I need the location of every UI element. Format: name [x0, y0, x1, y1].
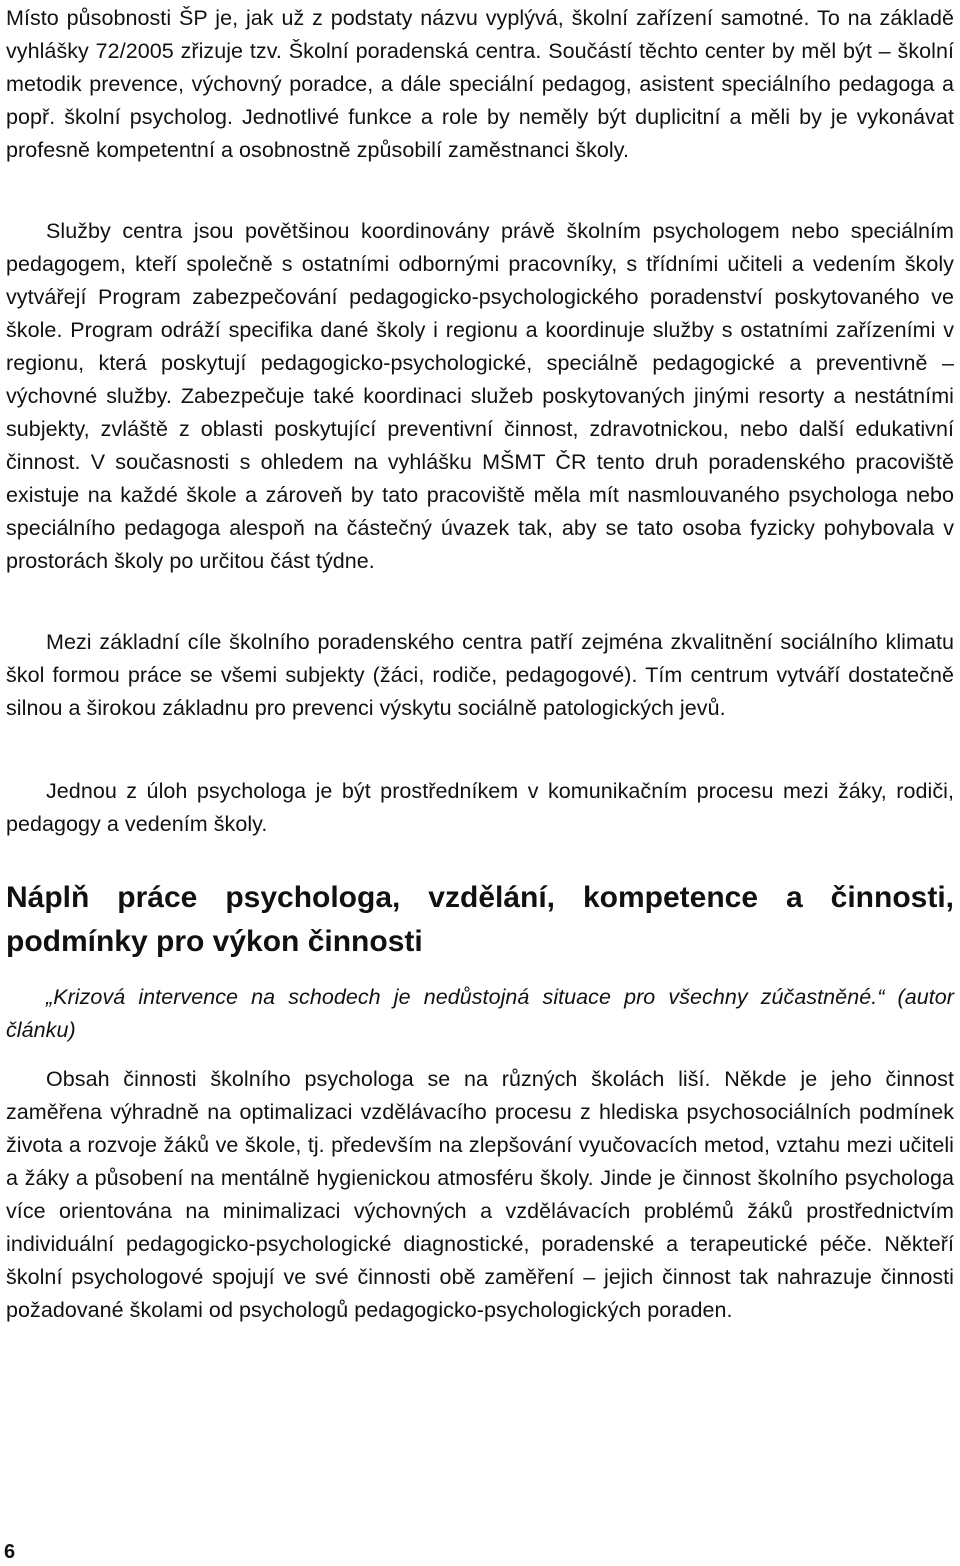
paragraph-psychologist-role: Jednou z úloh psychologa je být prostředníkem v komunikačním procesu mezi žáky, rodiči, pedagogy a vedením školy.: [6, 779, 954, 836]
section-heading: Náplň práce psychologa, vzdělání, kompetence a činnosti, podmínky pro výkon činnosti: [6, 881, 954, 958]
paragraph-psychologist-activities: Obsah činnosti školního psychologa se na různých školách liší. Někde je jeho činnost zaměřena výhradně na optimalizaci vzdělávacího procesu z hlediska psychosociálních podmínek života a rozvoje žáků ve škole, tj. především na zlepšování vyučovacích metod, vztahu mezi učiteli a žáky a působení na mentálně hygienickou atmosféru školy. Jinde je činnost školního psychologa více orientována na minimalizaci výchovných a vzdělávacích problémů žáků prostřednictvím individuální pedagogicko-psychologické diagnostické, poradenské a terapeutické péče. Někteří školní psychologové spojují ve své činnosti obě zaměření – jejich činnost tak nahrazuje činnosti požadované školami od psychologů pedagogicko-psychologických poraden.: [6, 1067, 954, 1322]
paragraph-school-counseling-centers: Místo působnosti ŠP je, jak už z podstaty názvu vyplývá, školní zařízení samotné. To na základě vyhlášky 72/2005 zřizuje tzv. Školní poradenská centra. Součástí těchto center by měl být – školní metodik prevence, výchovný poradce, a dále speciální pedagog, asistent speciálního pedagoga a popř. školní psycholog. Jednotlivé funkce a role by neměly být duplicitní a měli by je vykonávat profesně kompetentní a osobnostně způsobilí zaměstnanci školy.: [6, 6, 954, 162]
section-quote: „Krizová intervence na schodech je nedůstojná situace pro všechny zúčastněné.“ (autor článku): [6, 985, 954, 1042]
page-number: 6: [4, 1541, 16, 1563]
paragraph-center-services: Služby centra jsou povětšinou koordinovány právě školním psychologem nebo speciálním pedagogem, kteří společně s ostatními odbornými pracovníky, s třídními učiteli a vedením školy vytvářejí Program zabezpečování pedagogicko-psychologického poradenství poskytovaného ve škole. Program odráží specifika dané školy i regionu a koordinuje služby s ostatními zařízeními v regionu, která poskytují pedagogicko-psychologické, speciálně pedagogické a preventivně – výchovné služby. Zabezpečuje také koordinaci služeb poskytovaných jinými resorty a nestátními subjekty, zvláště z oblasti poskytující preventivní činnost, zdravotnickou, nebo další edukativní činnost. V současnosti s ohledem na vyhlášku MŠMT ČR tento druh poradenského pracoviště existuje na každé škole a zároveň by tato pracoviště měla mít nasmlouvaného psychologa nebo speciálního pedagoga alespoň na částečný úvazek tak, aby se tato osoba fyzicky pohybovala v prostorách školy po určitou část týdne.: [6, 219, 954, 573]
paragraph-center-goals: Mezi základní cíle školního poradenského centra patří zejména zkvalitnění sociálního klimatu škol formou práce se všemi subjekty (žáci, rodiče, pedagogové). Tím centrum vytváří dostatečně silnou a širokou základnu pro prevenci výskytu sociálně patologických jevů.: [6, 630, 954, 720]
